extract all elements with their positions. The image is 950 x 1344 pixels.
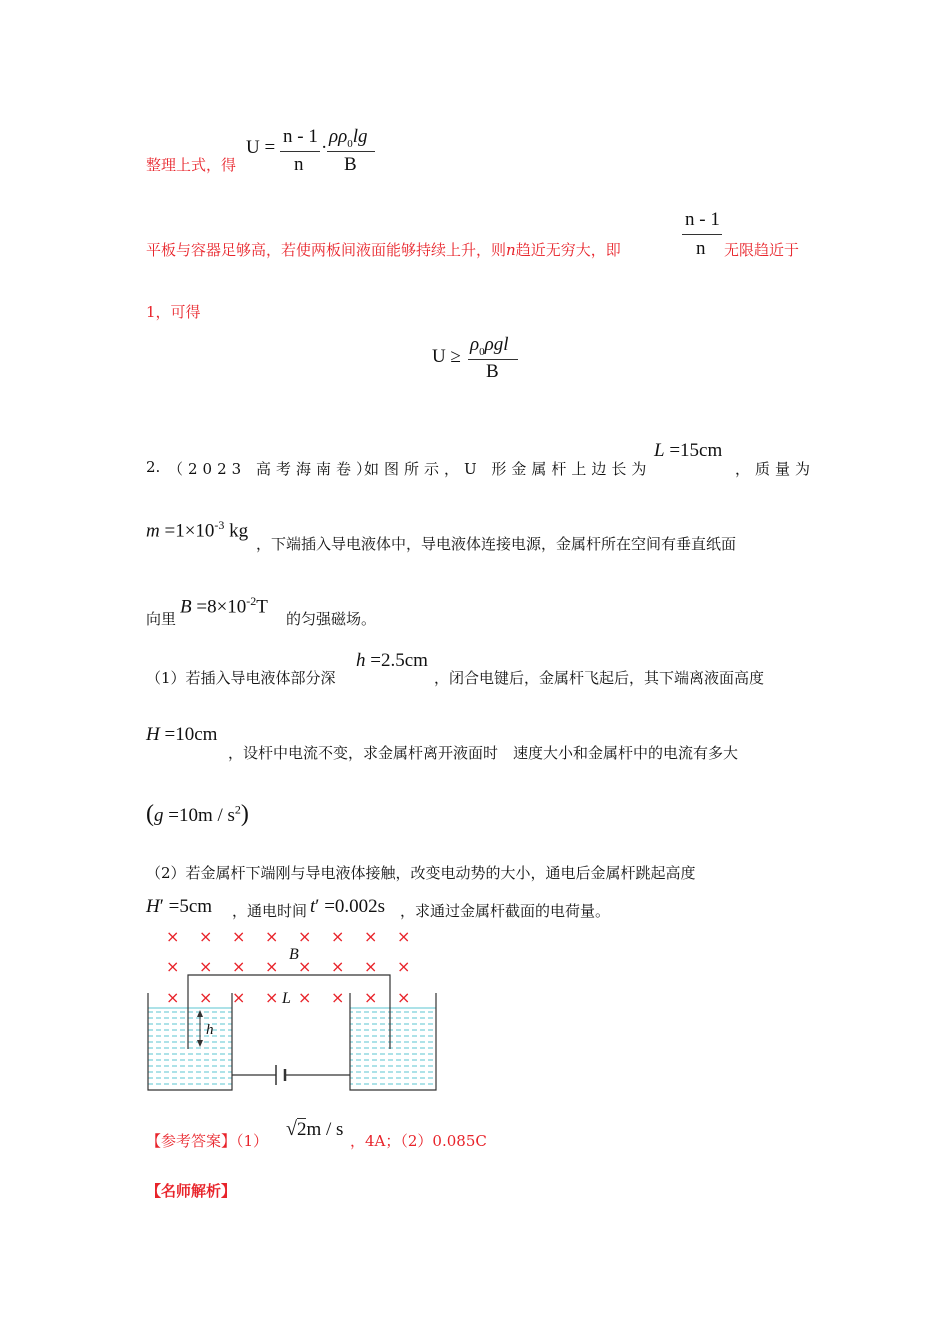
L-value: L =15cm xyxy=(654,440,723,461)
solution-text-1: 整理上式，得 xyxy=(146,156,237,174)
q2-text-a: （2）若金属杆下端刚与导电液体接触，改变电动势的大小，通电后金属杆跳起高度 xyxy=(146,864,696,882)
svg-text:×: × xyxy=(298,927,312,946)
B-value: $B =8\times 10^{-2}T$ xyxy=(180,594,268,618)
eq1-den2: B xyxy=(344,154,357,175)
answer-sqrt: √2m / s xyxy=(286,1118,344,1140)
line2-frac-num: n - 1 xyxy=(685,209,720,230)
q2-text-b: ，通电时间 xyxy=(232,902,308,920)
label-h: h xyxy=(206,1022,214,1038)
problem-intro-c: ，下端插入导电液体中，导电液体连接电源，金属杆所在空间有垂直纸面 xyxy=(256,535,737,553)
svg-text:×: × xyxy=(166,988,180,1007)
svg-text:×: × xyxy=(199,957,213,976)
svg-text:×: × xyxy=(298,957,312,976)
label-L: L xyxy=(282,990,291,1007)
problem-intro-d: 向里 xyxy=(146,610,177,628)
svg-text:×: × xyxy=(166,927,180,946)
svg-text:×: × xyxy=(331,988,345,1007)
svg-text:×: × xyxy=(166,957,180,976)
svg-text:×: × xyxy=(397,927,411,946)
svg-text:×: × xyxy=(397,988,411,1007)
svg-text:×: × xyxy=(265,927,279,946)
problem-number: 2. xyxy=(146,458,161,476)
problem-intro-a: 如图所示，U 形金属杆上边长为 xyxy=(364,460,652,478)
figure-u-rod xyxy=(140,925,450,1095)
q2-text-c: ，求通过金属杆截面的电荷量。 xyxy=(400,902,611,920)
eq1-dot: · xyxy=(321,137,328,158)
q1-text-c: ，设杆中电流不变，求金属杆离开液面时 速度大小和金属杆中的电流有多大 xyxy=(228,744,739,762)
svg-text:×: × xyxy=(364,988,378,1007)
label-B: B xyxy=(289,946,299,963)
answer-rest: ，4A；（2）0.085C xyxy=(350,1132,487,1150)
analysis-label: 【名师解析】 xyxy=(146,1182,237,1200)
svg-text:×: × xyxy=(265,988,279,1007)
svg-text:×: × xyxy=(232,988,246,1007)
problem-intro-e: 的匀强磁场。 xyxy=(286,610,377,628)
eq1-num2: $\rho\rho_0\lg$ xyxy=(329,126,368,150)
svg-text:×: × xyxy=(298,988,312,1007)
answer-line: 【参考答案】（1） xyxy=(146,1132,269,1150)
svg-text:×: × xyxy=(232,957,246,976)
svg-text:×: × xyxy=(199,988,213,1007)
svg-text:×: × xyxy=(364,927,378,946)
line2-frac-den: n xyxy=(696,238,706,259)
g-value: $(g =10m / s^2)$ xyxy=(146,801,249,827)
solution-text-3: 1，可得 xyxy=(146,303,201,321)
solution-text-2b: 无限趋近于 xyxy=(724,241,800,259)
q1-text-a: （1）若插入导电液体部分深 xyxy=(146,669,336,687)
m-value: $m =1\times 10^{-3}$ kg xyxy=(146,518,249,542)
h-value: h =2.5cm xyxy=(356,650,428,671)
svg-text:×: × xyxy=(331,957,345,976)
eq2-num: $\rho_0\rho gl$ xyxy=(470,334,509,358)
problem-intro-b: ，质量为 xyxy=(735,460,816,478)
eq2-den: B xyxy=(486,361,499,382)
liquid-right xyxy=(350,1008,436,1090)
q1-text-b: ，闭合电键后，金属杆飞起后，其下端离液面高度 xyxy=(434,669,765,687)
H-value: H =10cm xyxy=(146,724,218,745)
problem-source: （2023 高考海南卷） xyxy=(168,460,376,478)
svg-text:×: × xyxy=(331,927,345,946)
eq1-lhs: U = xyxy=(246,137,276,158)
svg-text:×: × xyxy=(232,927,246,946)
svg-text:×: × xyxy=(364,957,378,976)
eq1-num1: n - 1 xyxy=(283,126,318,147)
t-value: t′ =0.002s xyxy=(310,896,386,917)
svg-text:×: × xyxy=(265,957,279,976)
solution-text-2: 平板与容器足够高，若使两板间液面能够持续上升，则n趋近无穷大，即 xyxy=(146,241,621,259)
svg-text:×: × xyxy=(199,927,213,946)
H2-value: H′ =5cm xyxy=(146,896,213,917)
svg-text:×: × xyxy=(397,957,411,976)
eq2-lhs: U ≥ xyxy=(432,346,461,367)
eq1-den1: n xyxy=(294,154,304,175)
liquid-left xyxy=(148,1008,232,1090)
